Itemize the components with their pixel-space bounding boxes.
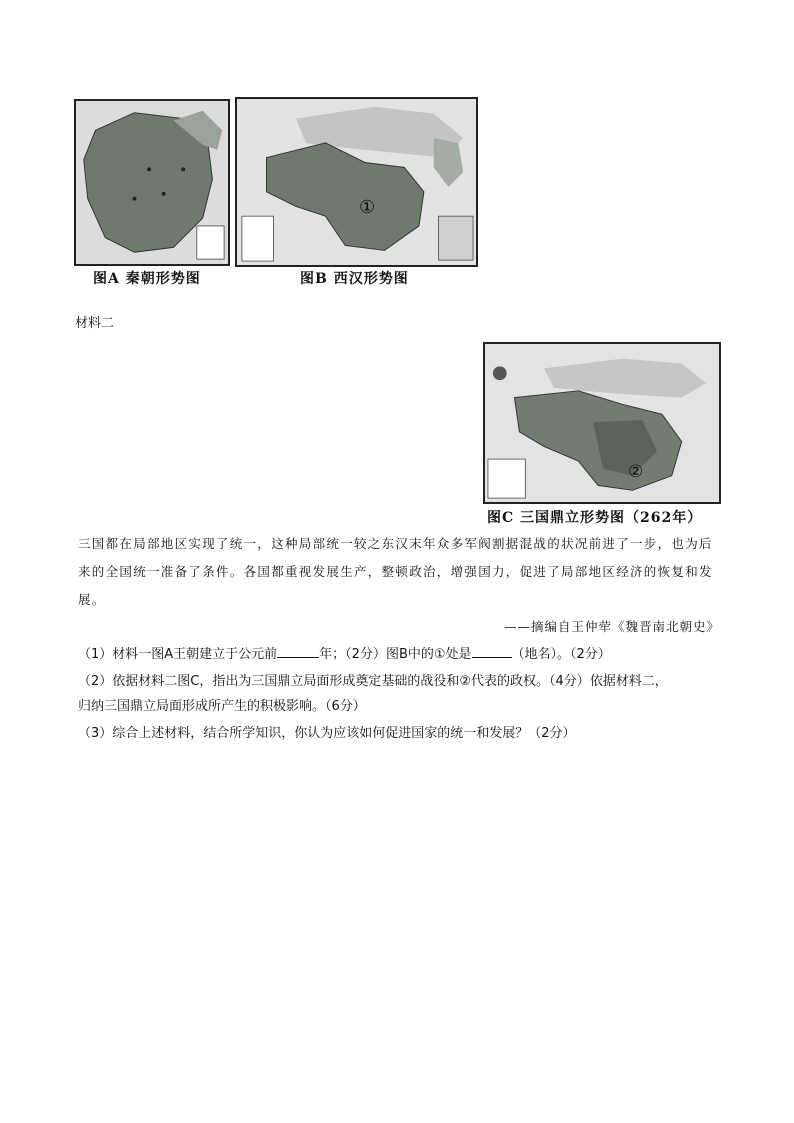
material-2-label: 材料二 bbox=[75, 316, 115, 331]
map-figure-c bbox=[483, 342, 721, 504]
quote-source: ——摘编自王仲荦《魏晋南北朝史》 bbox=[503, 619, 720, 634]
quote-line-1: 三国都在局部地区实现了统一，这种局部统一较之东汉末年众多军阀割据混战的状况前进了一步，也为后 bbox=[78, 536, 713, 551]
marker-1: ① bbox=[359, 197, 376, 218]
figure-c-caption: 图C 三国鼎立形势图（262年） bbox=[487, 510, 703, 526]
three-kingdoms-map-image bbox=[485, 344, 719, 502]
marker-2: ② bbox=[628, 462, 644, 482]
answer-blank-place[interactable] bbox=[472, 643, 512, 658]
question-2-line-1: （2）依据材料二图C，指出为三国鼎立局面形成奠定基础的战役和②代表的政权。（4分）依据材料二， bbox=[78, 674, 668, 689]
material-2-quote bbox=[78, 530, 718, 614]
map-figure-a bbox=[74, 99, 230, 266]
question-2-line-2: 归纳三国鼎立局面形成所产生的积极影响。（6分） bbox=[78, 699, 366, 714]
q1-text-c: （地名）。（2分） bbox=[511, 647, 611, 662]
question-1 bbox=[78, 643, 611, 667]
quote-line-3: 展。 bbox=[78, 592, 106, 607]
question-3: （3）综合上述材料，结合所学知识，你认为应该如何促进国家的统一和发展？（2分） bbox=[78, 726, 576, 741]
figure-a-caption: 图A 秦朝形势图 bbox=[93, 271, 201, 287]
western-han-map-image bbox=[237, 99, 476, 265]
quote-line-2: 来的全国统一准备了条件。各国都重视发展生产，整顿政治，增强国力，促进了局部地区经济的恢复和发 bbox=[78, 564, 713, 579]
q1-text-b: 年；（2分）图B中的①处是 bbox=[319, 647, 472, 662]
answer-blank-year[interactable] bbox=[277, 643, 319, 658]
map-figure-b bbox=[235, 97, 478, 267]
q1-text-a: （1）材料一图A王朝建立于公元前 bbox=[78, 647, 278, 662]
qin-map-image bbox=[76, 101, 228, 264]
figure-b-caption: 图B 西汉形势图 bbox=[300, 271, 409, 287]
